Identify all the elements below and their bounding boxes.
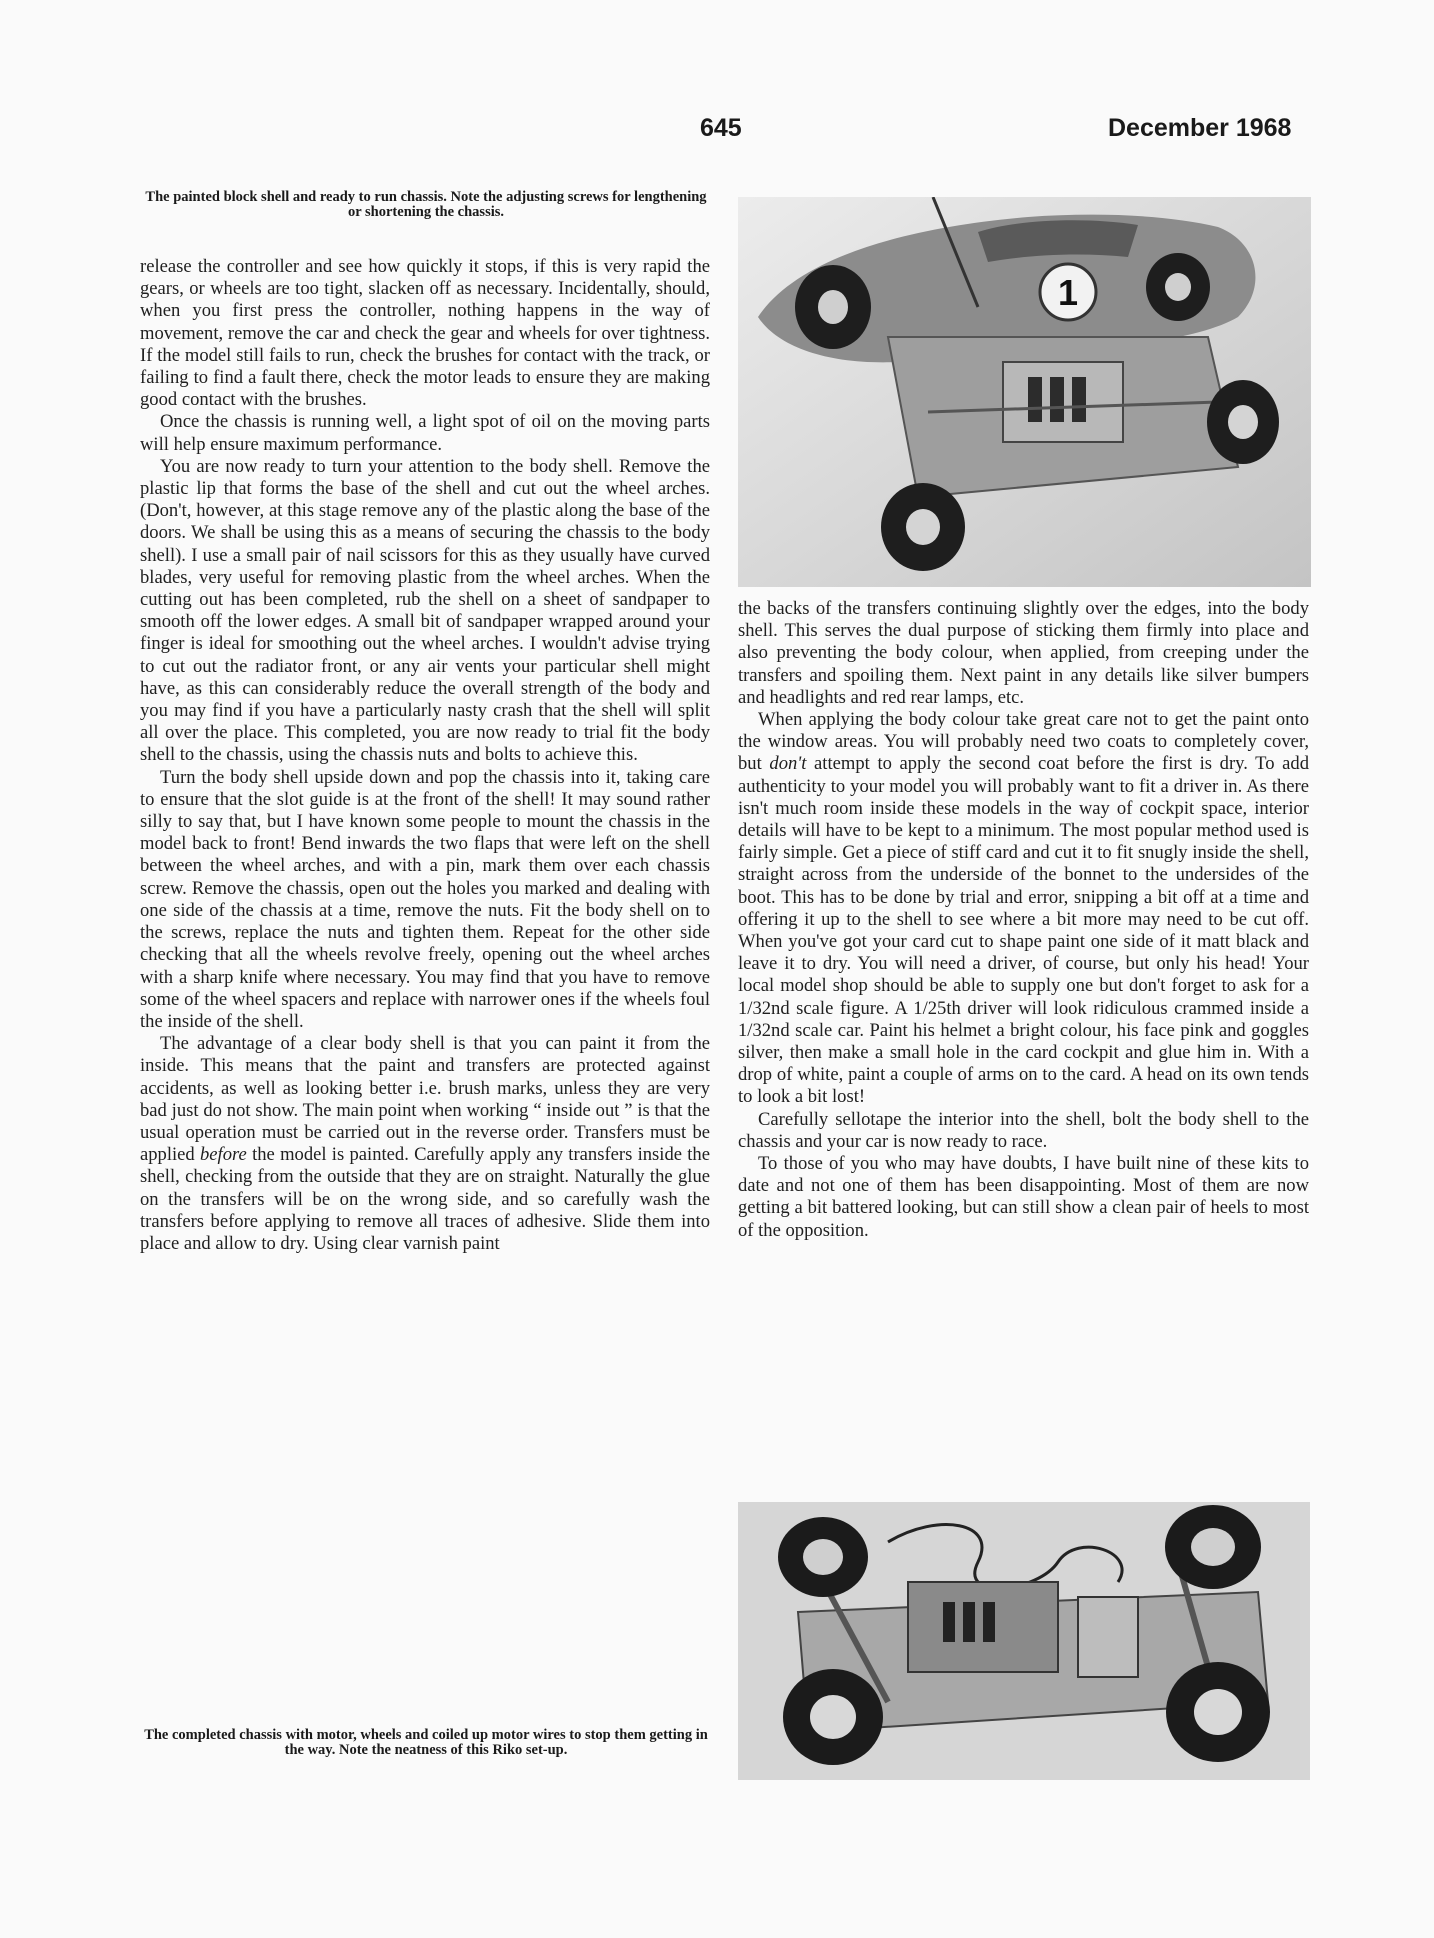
emphasis: before	[200, 1144, 247, 1166]
paragraph: To those of you who may have doubts, I have built nine of these kits to date and not one of them has been disappointing. Most of them are now getting a bit battered looking, but can still show a clean pair of heels to most of the opposition.	[738, 1153, 1309, 1241]
paragraph: Turn the body shell upside down and pop the chassis into it, taking care to ensure that the slot guide is at the front of the shell! It may sound rather silly to say that, but I have known some people to mount the chassis in the model back to front! Bend inwards the two flaps that were left on the shell between the wheel arches, and with a pin, mark them over each chassis screw. Remove the chassis, open out the holes you marked and dealing with one side of the chassis at a time, remove the nuts. Fit the body shell on to the screws, replace the nuts and tighten them. Repeat for the other side checking that all the wheels revolve freely, opening out the wheel arches with a sharp knife where necessary. You may find that you have to remove some of the wheel spacers and replace with narrower ones if the wheels foul the inside of the shell.	[140, 766, 710, 1032]
page-number: 645	[700, 114, 742, 142]
paragraph: The advantage of a clear body shell is that you can paint it from the inside. This means that the paint and transfers are protected against accidents, as well as looking better i.e. brush marks, unless they are very bad just do not show. The main point when working “ inside out ” is that the usual operation must be carried out in the reverse order. Transfers must be applied before the model is painted. Carefully apply any transfers inside the shell, checking from the outside that they are on straight. Naturally the glue on the transfers will be on the wrong side, and so carefully wash the transfers before applying to remove all traces of adhesive. Slide them into place and allow to dry. Using clear varnish paint	[140, 1033, 710, 1254]
right-column	[738, 598, 1309, 1242]
caption-bottom-photo: The completed chassis with motor, wheels and coiled up motor wires to stop them getting in the way. Note the neatness of this Riko set-up.	[144, 1727, 708, 1758]
issue-date: December 1968	[1108, 114, 1292, 142]
paragraph: Once the chassis is running well, a light spot of oil on the moving parts will help ensure maximum performance.	[140, 411, 710, 455]
photo-completed-chassis	[738, 1502, 1310, 1780]
paragraph: You are now ready to turn your attention to the body shell. Remove the plastic lip that forms the base of the shell and cut out the wheel arches. (Don't, however, at this stage remove any of the plastic along the base of the doors. We shall be using this as a means of securing the chassis to the body shell). I use a small pair of nail scissors for this as they usually have curved blades, very useful for removing plastic from the wheel arches. When the cutting out has been completed, rub the shell on a sheet of sandpaper to smooth off the lower edges. A small bit of sandpaper wrapped around your finger is ideal for smoothing out the wheel arches. I wouldn't advise trying to cut out the radiator front, or any air vents your particular shell might have, as this can considerably reduce the overall strength of the body and you may find if you have a particularly nasty crash that the shell will split all over the place. This completed, you are now ready to trial fit the body shell to the chassis, using the chassis nuts and bolts to achieve this.	[140, 455, 710, 766]
paragraph: Carefully sellotape the interior into the shell, bolt the body shell to the chassis and your car is now ready to race.	[738, 1108, 1309, 1152]
emphasis: don't	[769, 753, 807, 775]
paragraph: When applying the body colour take great care not to get the paint onto the window areas. You will probably need two coats to completely cover, but don't attempt to apply the second coat before the first is dry. To add authenticity to your model you will probably want to fit a driver in. As there isn't much room inside these models in the way of cockpit space, interior details will have to be kept to a minimum. The most popular method used is fairly simple. Get a piece of stiff card and cut it to fit snugly inside the shell, straight across from the underside of the bonnet to the undersides of the boot. This has to be done by trial and error, snipping a bit off at a time and offering it up to the shell to see where a bit more may need to be cut off. When you've got your card cut to shape paint one side of it matt black and leave it to dry. You will need a driver, of course, but only his head! Your local model shop should be able to supply one but don't forget to ask for a 1/32nd scale figure. A 1/25th driver will look ridiculous crammed inside a 1/32nd scale car. Paint his helmet a bright colour, his face pink and goggles silver, then make a small hole in the card cockpit and glue him in. With a drop of white, paint a couple of arms on to the card. A head on its own tends to look a bit lost!	[738, 709, 1309, 1108]
car-number: 1	[1057, 272, 1079, 313]
left-column	[140, 256, 710, 1255]
photo-painted-shell-and-chassis	[738, 197, 1311, 587]
paragraph: release the controller and see how quickly it stops, if this is very rapid the gears, or wheels are too tight, slacken off as necessary. Incidentally, should, when you first press the controller, nothing happens in the way of movement, remove the car and check the gear and wheels for over tightness. If the model still fails to run, check the brushes for contact with the track, or failing to find a fault there, check the motor leads to ensure they are making good contact with the brushes.	[140, 256, 710, 411]
paragraph: the backs of the transfers continuing slightly over the edges, into the body shell. This serves the dual purpose of sticking them firmly into place and also preventing the body colour, when applied, from creeping under the transfers and spoiling them. Next paint in any details like silver bumpers and headlights and red rear lamps, etc.	[738, 598, 1309, 708]
caption-top-photo: The painted block shell and ready to run chassis. Note the adjusting screws for lengthening or shortening the chassis.	[145, 189, 707, 220]
